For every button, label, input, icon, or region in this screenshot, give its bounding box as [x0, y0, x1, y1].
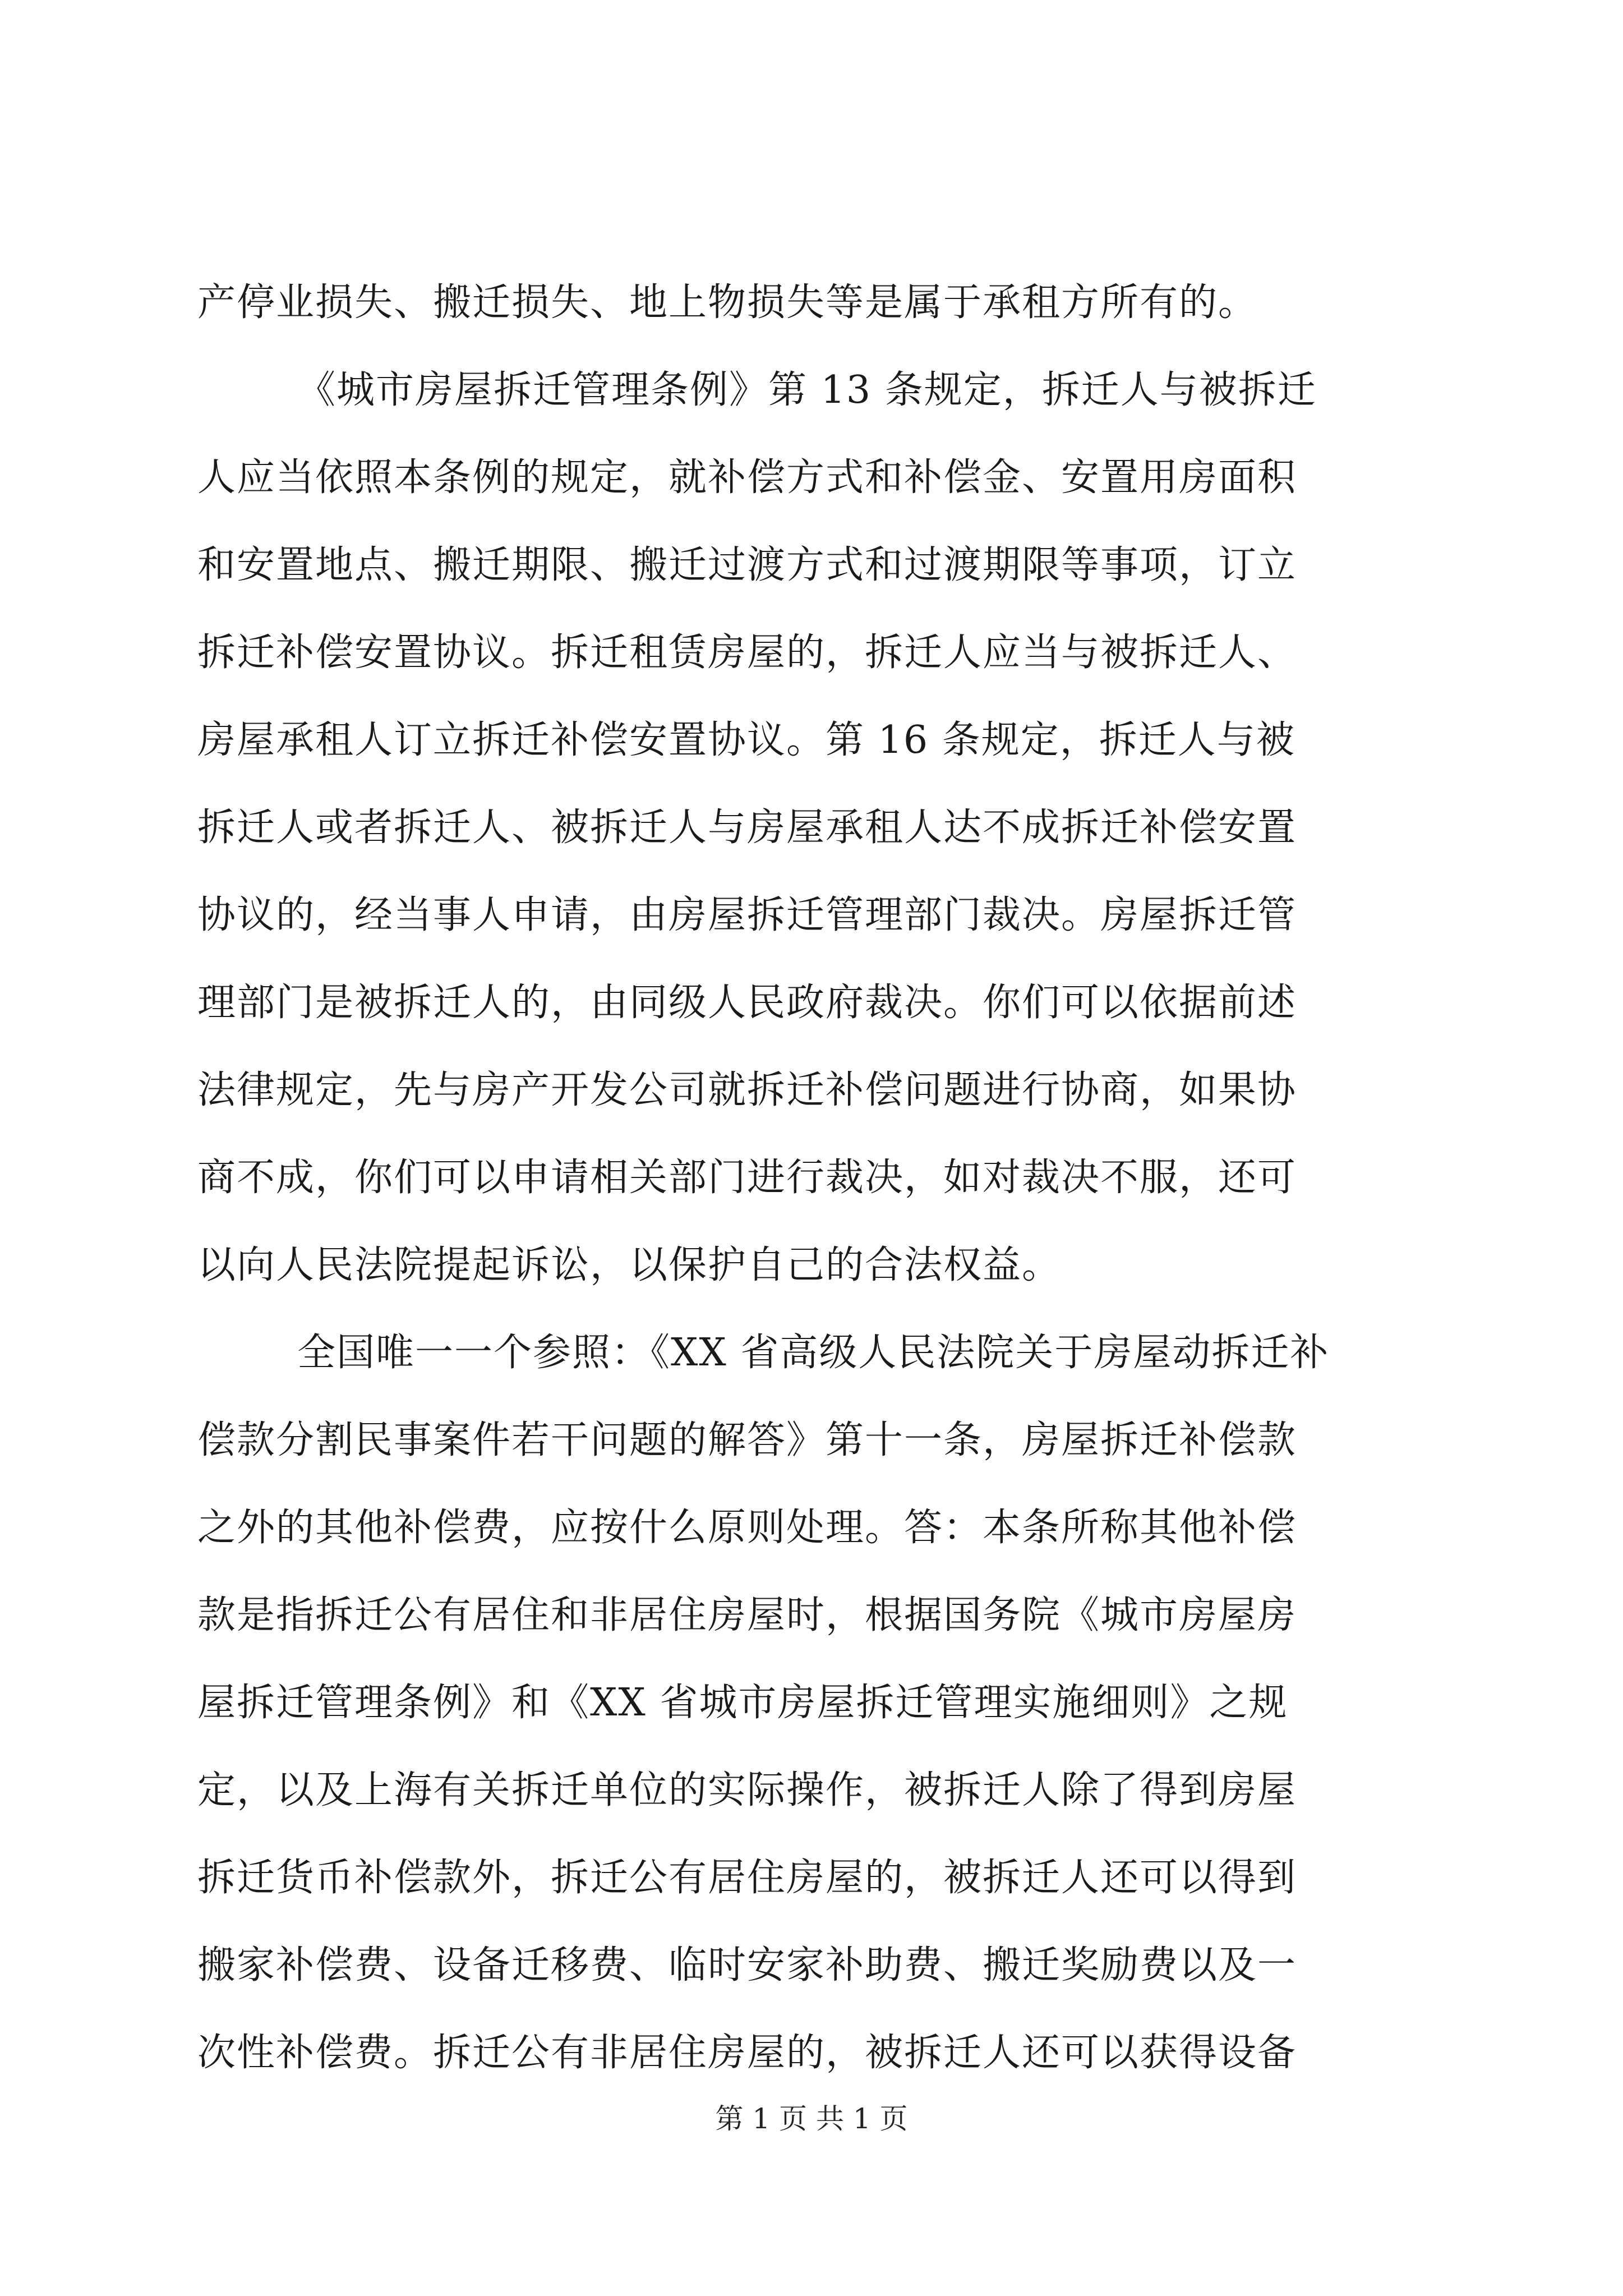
page-number-label: 第 1 页 共 1 页: [715, 2102, 908, 2135]
text-line: 商不成，你们可以申请相关部门进行裁决，如对裁决不服，还可: [197, 1156, 1297, 1200]
text-line: 和安置地点、搬迁期限、搬迁过渡方式和过渡期限等事项，订立: [197, 543, 1297, 587]
text-line: 拆迁人或者拆迁人、被拆迁人与房屋承租人达不成拆迁补偿安置: [197, 806, 1297, 850]
text-line: 全国唯一一个参照：《XX 省高级人民法院关于房屋动拆迁补: [297, 1331, 1330, 1375]
text-line: 偿款分割民事案件若干问题的解答》第十一条，房屋拆迁补偿款: [197, 1418, 1297, 1462]
text-line: 次性补偿费。拆迁公有非居住房屋的，被拆迁人还可以获得设备: [197, 2031, 1297, 2075]
text-line: 房屋承租人订立拆迁补偿安置协议。第 16 条规定，拆迁人与被: [197, 718, 1295, 762]
text-line: 产停业损失、搬迁损失、地上物损失等是属于承租方所有的。: [197, 280, 1258, 325]
text-line: 定，以及上海有关拆迁单位的实际操作，被拆迁人除了得到房屋: [197, 1768, 1297, 1812]
text-line: 协议的，经当事人申请，由房屋拆迁管理部门裁决。房屋拆迁管: [197, 893, 1297, 937]
page-footer: [0, 2099, 1623, 2138]
text-line: 人应当依照本条例的规定，就补偿方式和补偿金、安置用房面积: [197, 455, 1297, 500]
text-line: 以向人民法院提起诉讼，以保护自己的合法权益。: [197, 1243, 1062, 1287]
text-line: 《城市房屋拆迁管理条例》第 13 条规定，拆迁人与被拆迁: [297, 368, 1317, 412]
text-line: 款是指拆迁公有居住和非居住房屋时，根据国务院《城市房屋房: [197, 1593, 1297, 1637]
text-line: 理部门是被拆迁人的，由同级人民政府裁决。你们可以依据前述: [197, 981, 1297, 1025]
text-line: 拆迁补偿安置协议。拆迁租赁房屋的，拆迁人应当与被拆迁人、: [197, 631, 1297, 675]
text-line: 搬家补偿费、设备迁移费、临时安家补助费、搬迁奖励费以及一: [197, 1943, 1297, 1987]
text-line: 法律规定，先与房产开发公司就拆迁补偿问题进行协商，如果协: [197, 1068, 1297, 1112]
text-line: 之外的其他补偿费，应按什么原则处理。答：本条所称其他补偿: [197, 1506, 1297, 1550]
text-line: 屋拆迁管理条例》和《XX 省城市房屋拆迁管理实施细则》之规: [197, 1681, 1288, 1725]
document-body: [197, 259, 1426, 2097]
text-line: 拆迁货币补偿款外，拆迁公有居住房屋的，被拆迁人还可以得到: [197, 1856, 1297, 1900]
